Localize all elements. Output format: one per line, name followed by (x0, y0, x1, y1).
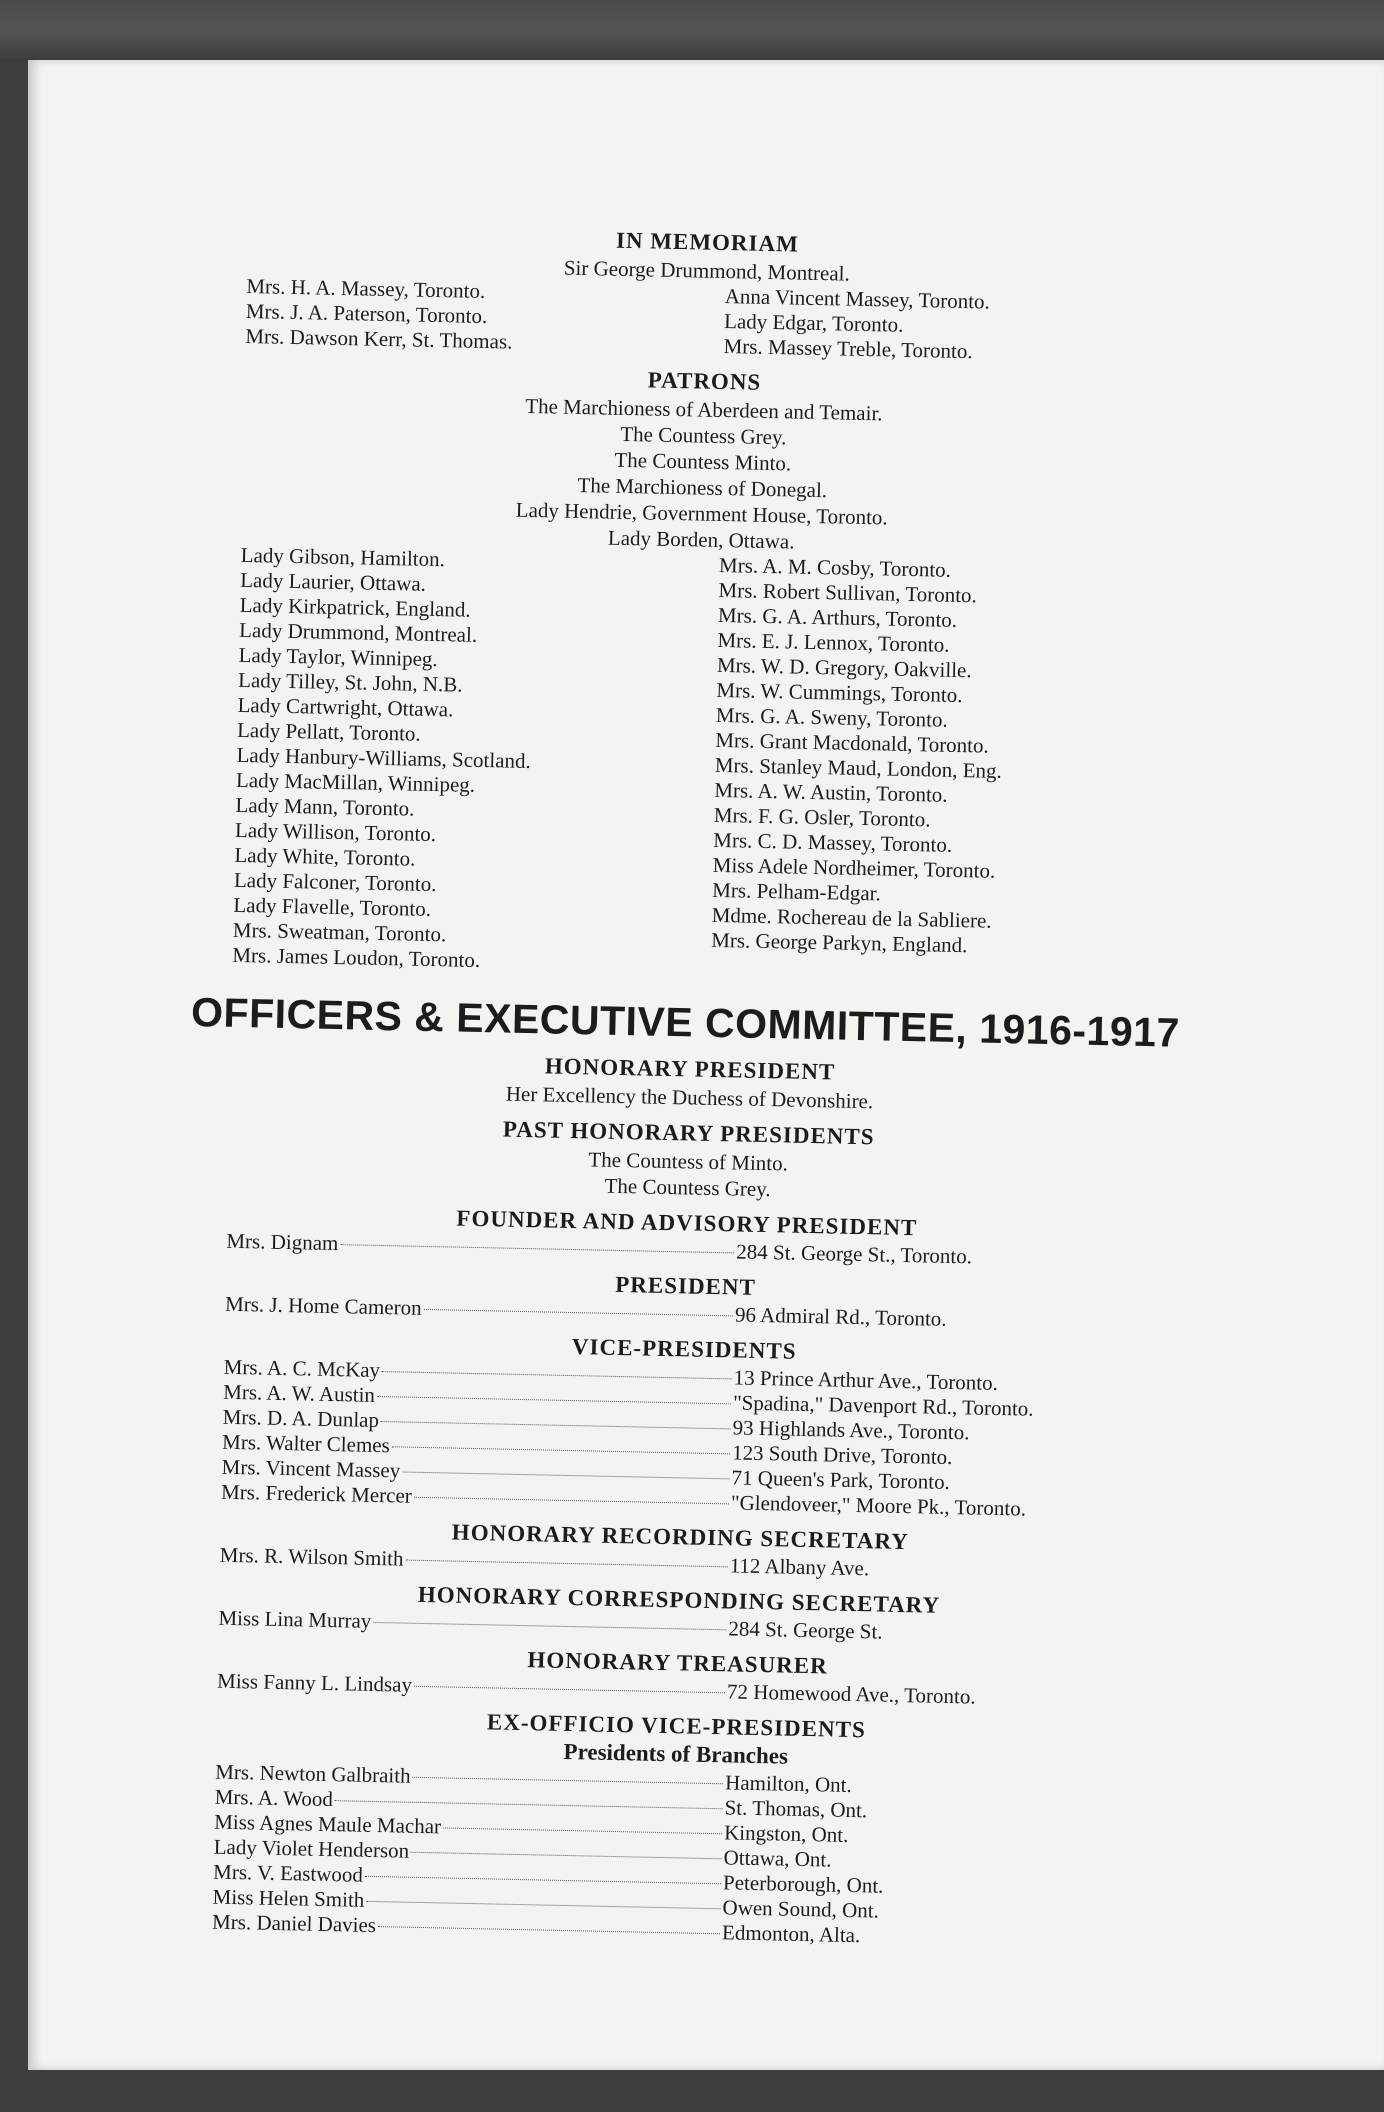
dot-leader (335, 1800, 723, 1809)
officer-name: Mrs. Vincent Massey (221, 1454, 401, 1483)
patron-name: Lady Cartwright, Ottawa. (237, 692, 454, 722)
past-honorary-president-name: The Countess Grey. (604, 1173, 771, 1202)
memoriam-name: Mrs. H. A. Massey, Toronto. (246, 273, 486, 303)
officer-address: Owen Sound, Ont. (722, 1895, 880, 1923)
dot-leader (381, 1421, 731, 1429)
patron-name: Lady Hendrie, Government House, Toronto. (515, 497, 888, 530)
officer-name: Mrs. Frederick Mercer (220, 1479, 413, 1508)
dot-leader (378, 1926, 720, 1934)
officer-address: 284 St. George St. (728, 1616, 883, 1644)
patron-name: Mrs. C. D. Massey, Toronto. (713, 827, 953, 857)
patron-name: Mrs. G. A. Sweny, Toronto. (715, 702, 949, 732)
patron-name: Lady Laurier, Ottawa. (240, 567, 427, 596)
officer-name: Miss Lina Murray (218, 1605, 372, 1633)
memoriam-name: Mrs. Dawson Kerr, St. Thomas. (245, 323, 513, 354)
dot-leader (424, 1309, 733, 1316)
recording-secretary-heading: HONORARY RECORDING SECRETARY (451, 1519, 910, 1555)
patron-name: The Marchioness of Donegal. (577, 472, 828, 503)
dot-leader (414, 1686, 725, 1694)
officer-address: "Spadina," Davenport Rd., Toronto. (732, 1390, 1034, 1421)
patron-name: Mrs. George Parkyn, England. (710, 927, 968, 958)
officers-title: OFFICERS & EXECUTIVE COMMITTEE, 1916-1917 (190, 988, 1181, 1056)
document-page (28, 60, 1384, 2070)
officer-name: Mrs. J. Home Cameron (224, 1291, 422, 1320)
patron-name: Lady Falconer, Toronto. (233, 867, 437, 897)
patron-name: Lady White, Toronto. (234, 842, 416, 871)
patrons-left-column (232, 543, 682, 977)
officer-name: Miss Helen Smith (212, 1884, 365, 1912)
dot-leader (405, 1560, 727, 1568)
officer-address: 112 Albany Ave. (729, 1553, 870, 1581)
memoriam-name: Lady Edgar, Toronto. (723, 308, 904, 337)
officer-name: Miss Fanny L. Lindsay (216, 1668, 413, 1697)
patron-name: Mrs. W. Cummings, Toronto. (716, 677, 963, 708)
officer-address: 71 Queen's Park, Toronto. (731, 1465, 951, 1494)
officer-name: Mrs. Walter Clemes (221, 1429, 391, 1458)
past-honorary-presidents-heading: PAST HONORARY PRESIDENTS (502, 1116, 875, 1150)
patron-name: Mrs. F. G. Osler, Toronto. (713, 802, 931, 832)
patron-name: Lady Kirkpatrick, England. (239, 592, 471, 622)
vice-presidents-section (221, 1327, 1145, 1524)
vice-presidents-heading: VICE-PRESIDENTS (571, 1334, 797, 1364)
officer-name: Mrs. Newton Galbraith (215, 1759, 411, 1788)
ex-officio-rows (212, 1760, 1135, 1954)
corresponding-secretary-section (218, 1578, 1139, 1650)
patron-name: Mrs. Stanley Maud, London, Eng. (714, 752, 1003, 783)
patron-name: Lady Flavelle, Toronto. (233, 892, 432, 921)
patron-name: Mrs. E. J. Lennox, Toronto. (717, 627, 950, 657)
patron-name: Lady Pellatt, Toronto. (236, 717, 421, 746)
treasurer-section (217, 1641, 1138, 1713)
officer-address: 13 Prince Arthur Ave., Toronto. (733, 1365, 999, 1395)
officer-address: "Glendoveer," Moore Pk., Toronto. (730, 1490, 1027, 1521)
patron-name: Lady Willison, Toronto. (234, 817, 437, 847)
patron-name: Mrs. W. D. Gregory, Oakville. (716, 652, 972, 683)
dot-leader (443, 1827, 722, 1834)
patron-name: Lady Borden, Ottawa. (607, 525, 795, 554)
dot-leader (414, 1497, 729, 1505)
patron-name: Mrs. Grant Macdonald, Toronto. (715, 727, 990, 758)
officer-address: 72 Homewood Ave., Toronto. (726, 1679, 976, 1709)
officer-address: Kingston, Ont. (723, 1820, 849, 1847)
memoriam-center-name: Sir George Drummond, Montreal. (563, 255, 851, 286)
dot-leader (373, 1622, 726, 1630)
vice-presidents-rows (221, 1355, 1144, 1524)
dot-leader (382, 1371, 732, 1379)
president-section (225, 1264, 1146, 1336)
officer-name: Miss Agnes Maule Machar (213, 1809, 442, 1839)
recording-secretary-section (220, 1515, 1141, 1587)
ex-officio-heading: EX-OFFICIO VICE-PRESIDENTS (486, 1709, 867, 1743)
patron-name: Mrs. A. M. Cosby, Toronto. (718, 552, 952, 582)
memoriam-section (245, 220, 1167, 368)
founder-heading: FOUNDER AND ADVISORY PRESIDENT (456, 1205, 918, 1241)
treasurer-heading: HONORARY TREASURER (527, 1647, 829, 1679)
patron-name: Lady Mann, Toronto. (235, 792, 415, 821)
officer-address: Peterborough, Ont. (722, 1870, 884, 1898)
past-honorary-presidents-section (227, 1111, 1148, 1210)
officer-address: 123 South Drive, Toronto. (731, 1440, 953, 1470)
patron-name: Lady Taylor, Winnipeg. (238, 642, 438, 672)
patron-name: Mrs. A. W. Austin, Toronto. (714, 777, 948, 807)
dot-leader (411, 1852, 721, 1860)
honorary-president-heading: HONORARY PRESIDENT (544, 1053, 836, 1085)
officer-name: Mrs. Dignam (226, 1228, 339, 1256)
officer-name: Mrs. A. C. McKay (223, 1354, 381, 1383)
memoriam-name: Mrs. J. A. Paterson, Toronto. (245, 298, 488, 329)
officer-address: Edmonton, Alta. (721, 1920, 861, 1948)
founder-section (226, 1201, 1147, 1273)
patron-name: The Countess Grey. (620, 421, 787, 450)
patron-name: Miss Adele Nordheimer, Toronto. (712, 852, 996, 883)
officer-address: St. Thomas, Ont. (724, 1795, 868, 1823)
officer-address: 96 Admiral Rd., Toronto. (734, 1302, 947, 1331)
corresponding-secretary-heading: HONORARY CORRESPONDING SECRETARY (417, 1581, 941, 1618)
honorary-president-name: Her Excellency the Duchess of Devonshire. (505, 1081, 874, 1114)
officer-name: Mrs. Daniel Davies (211, 1909, 377, 1938)
patron-name: Mdme. Rochereau de la Sabliere. (711, 902, 992, 933)
officer-name: Mrs. R. Wilson Smith (219, 1542, 404, 1571)
patron-name: Lady Tilley, St. John, N.B. (237, 667, 463, 697)
patron-name: The Marchioness of Aberdeen and Temair. (525, 393, 883, 426)
memoriam-heading: IN MEMORIAM (615, 227, 800, 257)
patron-name: Mrs. Sweatman, Toronto. (232, 917, 447, 947)
patron-name: Mrs. G. A. Arthurs, Toronto. (717, 602, 958, 632)
dot-leader (366, 1901, 720, 1909)
patron-name: Mrs. Robert Sullivan, Toronto. (718, 577, 978, 608)
officer-name: Mrs. D. A. Dunlap (222, 1404, 380, 1433)
officer-address: Hamilton, Ont. (724, 1770, 852, 1797)
patrons-section (232, 359, 1165, 987)
officer-name: Lady Violet Henderson (213, 1834, 410, 1863)
patron-name: Lady Drummond, Montreal. (238, 617, 478, 647)
dot-leader (402, 1472, 729, 1480)
patron-name: Lady Gibson, Hamilton. (240, 542, 446, 572)
memoriam-name: Anna Vincent Massey, Toronto. (724, 284, 991, 314)
dot-leader (413, 1777, 724, 1785)
patron-name: Mrs. Pelham-Edgar. (712, 877, 882, 906)
memoriam-name: Mrs. Massey Treble, Toronto. (723, 333, 973, 364)
patron-name: Lady MacMillan, Winnipeg. (235, 767, 476, 797)
memoriam-right-column (703, 284, 1166, 369)
patron-name: Lady Hanbury-Williams, Scotland. (236, 742, 532, 774)
patrons-center-list (241, 387, 1164, 562)
officer-address: 284 St. George St., Toronto. (736, 1239, 973, 1269)
ex-officio-subheading: Presidents of Branches (563, 1738, 789, 1769)
patron-name: The Countess Minto. (614, 447, 792, 476)
officer-address: 93 Highlands Ave., Toronto. (732, 1415, 970, 1445)
president-heading: PRESIDENT (614, 1271, 757, 1300)
past-honorary-president-name: The Countess of Minto. (588, 1147, 789, 1176)
patron-name: Mrs. James Loudon, Toronto. (232, 942, 481, 973)
memoriam-left-column (245, 274, 688, 358)
officer-name: Mrs. A. W. Austin (222, 1379, 376, 1407)
patrons-heading: PATRONS (647, 367, 762, 395)
dot-leader (365, 1876, 721, 1884)
officer-name: Mrs. A. Wood (214, 1784, 334, 1812)
officer-address: Ottawa, Ont. (723, 1845, 832, 1872)
honorary-president-section (229, 1047, 1150, 1120)
dot-leader (377, 1396, 731, 1404)
ex-officio-section (212, 1704, 1137, 1954)
patrons-columns (232, 543, 1161, 987)
patrons-right-column (690, 553, 1160, 988)
dot-leader (340, 1244, 734, 1253)
page-content (190, 210, 1181, 1962)
dot-leader (392, 1446, 730, 1454)
officer-name: Mrs. V. Eastwood (212, 1859, 364, 1887)
